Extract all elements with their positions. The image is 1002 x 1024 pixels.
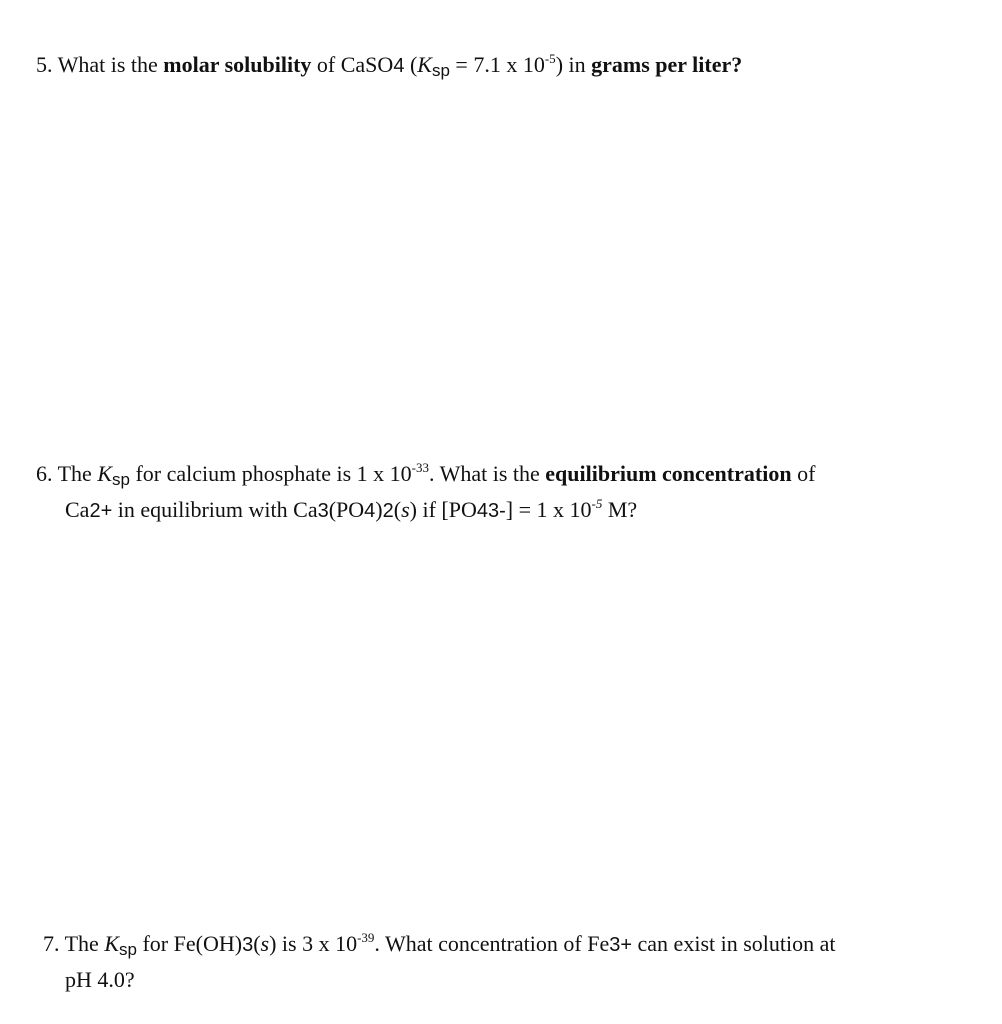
question-text: for Fe(OH) <box>136 931 243 956</box>
question-7 <box>43 927 836 996</box>
question-5 <box>36 48 742 84</box>
formula-charge: 3+ <box>609 934 633 956</box>
question-text: of <box>791 461 816 486</box>
question-text: Ca <box>65 497 90 522</box>
question-text: ( <box>393 497 402 522</box>
question-number: 6. <box>36 461 53 486</box>
ksp-subscript: sp <box>431 61 450 80</box>
question-6 <box>36 457 815 529</box>
question-7-line-2: pH 4.0? <box>65 967 135 992</box>
question-text: ) is 3 x 10 <box>269 931 358 956</box>
question-text: in equilibrium with Ca <box>112 497 318 522</box>
question-text: The <box>52 461 98 486</box>
question-text: M? <box>602 497 638 522</box>
question-number: 7. <box>43 931 60 956</box>
question-text: (PO <box>328 497 365 522</box>
question-number: 5. <box>36 52 53 77</box>
exponent: -39 <box>357 930 375 945</box>
emphasis-grams-per-liter: grams per liter? <box>591 52 743 77</box>
question-text: ) <box>375 497 383 522</box>
ksp-symbol: K <box>104 931 119 956</box>
formula-charge: 43- <box>476 500 506 522</box>
emphasis-molar-solubility: molar solubility <box>163 52 312 77</box>
ksp-symbol: K <box>417 52 432 77</box>
formula-digit: 3 <box>242 934 254 956</box>
question-text: ( <box>253 931 261 956</box>
ksp-symbol: K <box>97 461 112 486</box>
question-text: for calcium phosphate is 1 x 10 <box>129 461 412 486</box>
question-text: ) in <box>555 52 592 77</box>
question-text: . What concentration of Fe <box>374 931 610 956</box>
question-text: = 7.1 x 10 <box>449 52 545 77</box>
question-text: The <box>59 931 105 956</box>
solid-state-symbol: s <box>260 931 270 956</box>
formula-digit: 4 <box>364 500 376 522</box>
formula-digit: 4 <box>393 55 405 77</box>
formula-digit: 2 <box>382 500 394 522</box>
question-text: . What is the <box>428 461 546 486</box>
exponent: -5 <box>591 496 603 511</box>
emphasis-equilibrium-concentration: equilibrium concentration <box>545 461 792 486</box>
question-7-line-1 <box>43 927 836 963</box>
formula-charge: 2+ <box>89 500 113 522</box>
question-text: ( <box>404 52 418 77</box>
question-text: of CaSO <box>311 52 394 77</box>
solid-state-symbol: s <box>401 497 410 522</box>
ksp-subscript: sp <box>112 470 130 489</box>
question-6-line-2 <box>36 493 815 529</box>
question-5-line-1 <box>36 48 742 84</box>
question-text: ] = 1 x 10 <box>505 497 592 522</box>
exponent: -5 <box>544 51 556 66</box>
question-text: ) if [PO <box>409 497 477 522</box>
question-text: can exist in solution at <box>632 931 836 956</box>
ksp-subscript: sp <box>119 940 137 959</box>
exponent: -33 <box>411 460 429 475</box>
question-6-line-1 <box>36 457 815 493</box>
question-text: What is the <box>52 52 164 77</box>
formula-digit: 3 <box>317 500 329 522</box>
